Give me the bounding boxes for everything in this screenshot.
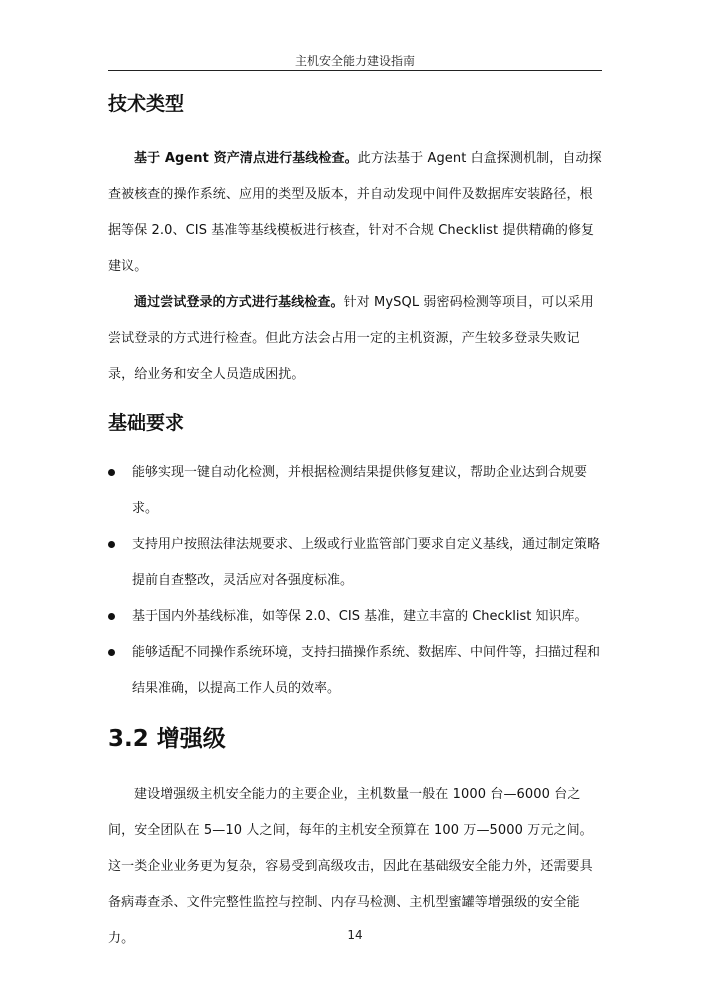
tech-type-paragraph-2: [108, 285, 602, 393]
running-header: 主机安全能力建设指南: [294, 54, 415, 68]
page-number: 14: [347, 928, 363, 942]
list-item-text: 能够适配不同操作系统环境，支持扫描操作系统、数据库、中间件等，扫描过程和结果准确，以提高工作人员的效率。: [132, 645, 601, 697]
bullet-icon: [108, 469, 115, 476]
bullet-icon: [108, 649, 115, 656]
list-item: [108, 527, 602, 599]
tech-type-paragraph-1: [108, 141, 602, 285]
list-item: [108, 635, 602, 707]
header-rule: [108, 70, 602, 71]
list-item-text: 支持用户按照法律法规要求、上级或行业监管部门要求自定义基线，通过制定策略提前自查整改，灵活应对各强度标准。: [132, 537, 601, 589]
requirements-list: [108, 455, 602, 707]
tech-type-paragraph-1-lead: 基于 Agent 资产清点进行基线检查。: [134, 150, 358, 166]
section-heading-enhanced-level: 3.2 增强级: [108, 726, 226, 753]
section-heading-tech-type: 技术类型: [108, 93, 185, 115]
bullet-icon: [108, 541, 115, 548]
list-item-text: 能够实现一键自动化检测，并根据检测结果提供修复建议，帮助企业达到合规要求。: [132, 465, 588, 517]
bullet-icon: [108, 613, 115, 620]
tech-type-paragraph-2-lead: 通过尝试登录的方式进行基线检查。: [134, 294, 344, 310]
enhanced-level-paragraph: 建设增强级主机安全能力的主要企业，主机数量一般在 1000 台—6000 台之间，安全团队在 5—10 人之间，每年的主机安全预算在 100 万—5000 万元之间。这一类企业业务更为复杂，容易受到高级攻击，因此在基础级安全能力外，还需要具备病毒查杀、文件完整性监控与控制、内存马检测、主机型蜜罐等增强级的安全能力。: [108, 787, 593, 947]
tech-type-paragraph-2-text: 针对 MySQL 弱密码检测等项目，可以采用尝试登录的方式进行检查。但此方法会占用一定的主机资源，产生较多登录失败记录，给业务和安全人员造成困扰。: [108, 294, 594, 382]
list-item: [108, 455, 602, 527]
section-heading-basic-requirements: 基础要求: [108, 411, 185, 434]
tech-type-paragraph-1-text: 此方法基于 Agent 白盒探测机制，自动探查被核查的操作系统、应用的类型及版本，并自动发现中间件及数据库安装路径，根据等保 2.0、CIS 基准等基线模板进行核查，针对不合规 Checklist 提供精确的修复建议。: [108, 150, 602, 274]
list-item-text: 基于国内外基线标准，如等保 2.0、CIS 基准，建立丰富的 Checklist 知识库。: [132, 609, 588, 625]
list-item: [108, 599, 602, 635]
page-content: [108, 84, 602, 957]
